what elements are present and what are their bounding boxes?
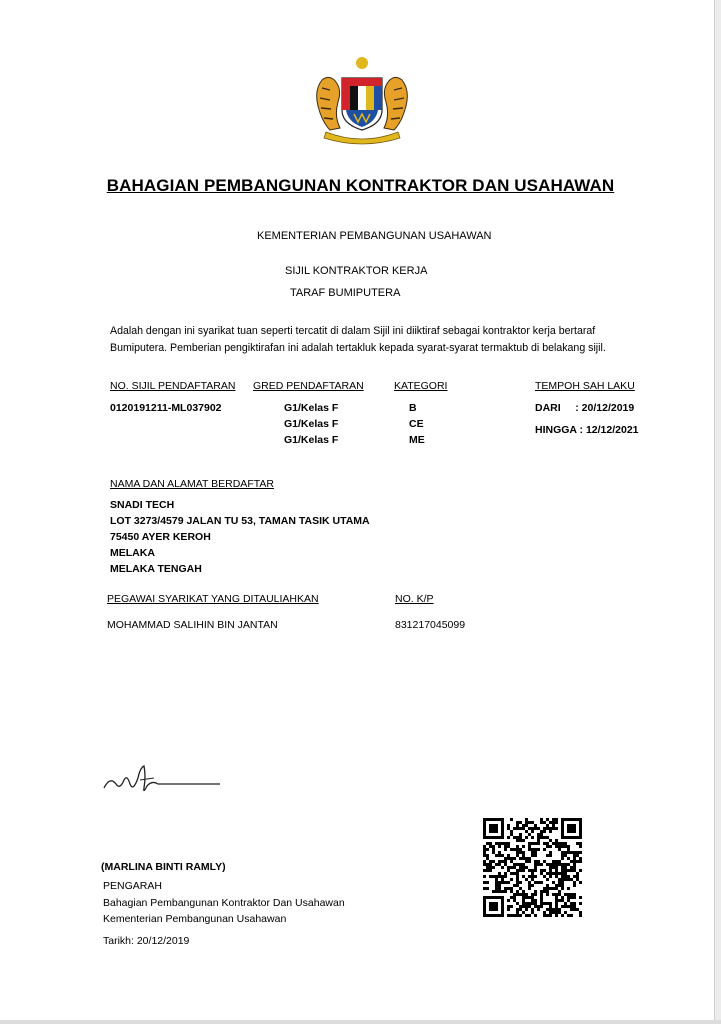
header-ic-number: NO. K/P (395, 593, 434, 605)
table-row-kategori: B (409, 402, 417, 414)
address-line: LOT 3273/4579 JALAN TU 53, TAMAN TASIK UTAMA (110, 515, 370, 527)
document-title: BAHAGIAN PEMBANGUNAN KONTRAKTOR DAN USAHAWAN (106, 176, 615, 195)
address-line: MELAKA (110, 547, 155, 559)
signatory-position: PENGARAH (103, 880, 162, 892)
signatory-name: (MARLINA BINTI RAMLY) (101, 861, 226, 873)
address-line: 75450 AYER KEROH (110, 531, 211, 543)
signatory-ministry: Kementerian Pembangunan Usahawan (103, 913, 287, 925)
signatory-division: Bahagian Pembangunan Kontraktor Dan Usahawan (103, 897, 345, 909)
officer-ic-number: 831217045099 (395, 619, 466, 631)
header-tempoh: TEMPOH SAH LAKU (535, 380, 635, 392)
table-row-gred: G1/Kelas F (284, 402, 339, 414)
header-gred: GRED PENDAFTARAN (253, 380, 364, 392)
validity-from: DARI : 20/12/2019 (535, 402, 635, 414)
certificate-status: TARAF BUMIPUTERA (290, 287, 401, 299)
issue-date: Tarikh: 20/12/2019 (103, 935, 190, 947)
table-row-kategori: CE (409, 418, 424, 430)
ministry-name: KEMENTERIAN PEMBANGUNAN USAHAWAN (257, 230, 492, 242)
certificate-type: SIJIL KONTRAKTOR KERJA (285, 265, 428, 277)
registration-number: 0120191211-ML037902 (110, 402, 222, 414)
header-address: NAMA DAN ALAMAT BERDAFTAR (110, 478, 274, 490)
validity-until: HINGGA : 12/12/2021 (535, 424, 639, 436)
company-name: SNADI TECH (110, 499, 175, 511)
table-row-gred: G1/Kelas F (284, 418, 339, 430)
header-kategori: KATEGORI (394, 380, 448, 392)
page-edge-bottom (0, 1020, 721, 1024)
intro-paragraph: Adalah dengan ini syarikat tuan seperti tercatit di dalam Sijil ini diiktiraf sebagai kontraktor kerja bertaraf Bumiputera. Pemberian pengiktirafan ini adalah tertakluk kepada syarat-syarat termaktub di belakang sijil. (110, 325, 606, 354)
header-officer: PEGAWAI SYARIKAT YANG DITAULIAHKAN (107, 593, 319, 605)
page-edge-right (714, 0, 721, 1024)
table-row-kategori: ME (409, 434, 425, 446)
signature-icon (100, 762, 225, 798)
table-row-gred: G1/Kelas F (284, 434, 339, 446)
qr-code-icon (483, 818, 582, 917)
address-line: MELAKA TENGAH (110, 563, 202, 575)
header-no-sijil: NO. SIJIL PENDAFTARAN (110, 380, 236, 392)
coat-of-arms-icon (308, 50, 416, 150)
officer-name: MOHAMMAD SALIHIN BIN JANTAN (107, 619, 278, 631)
